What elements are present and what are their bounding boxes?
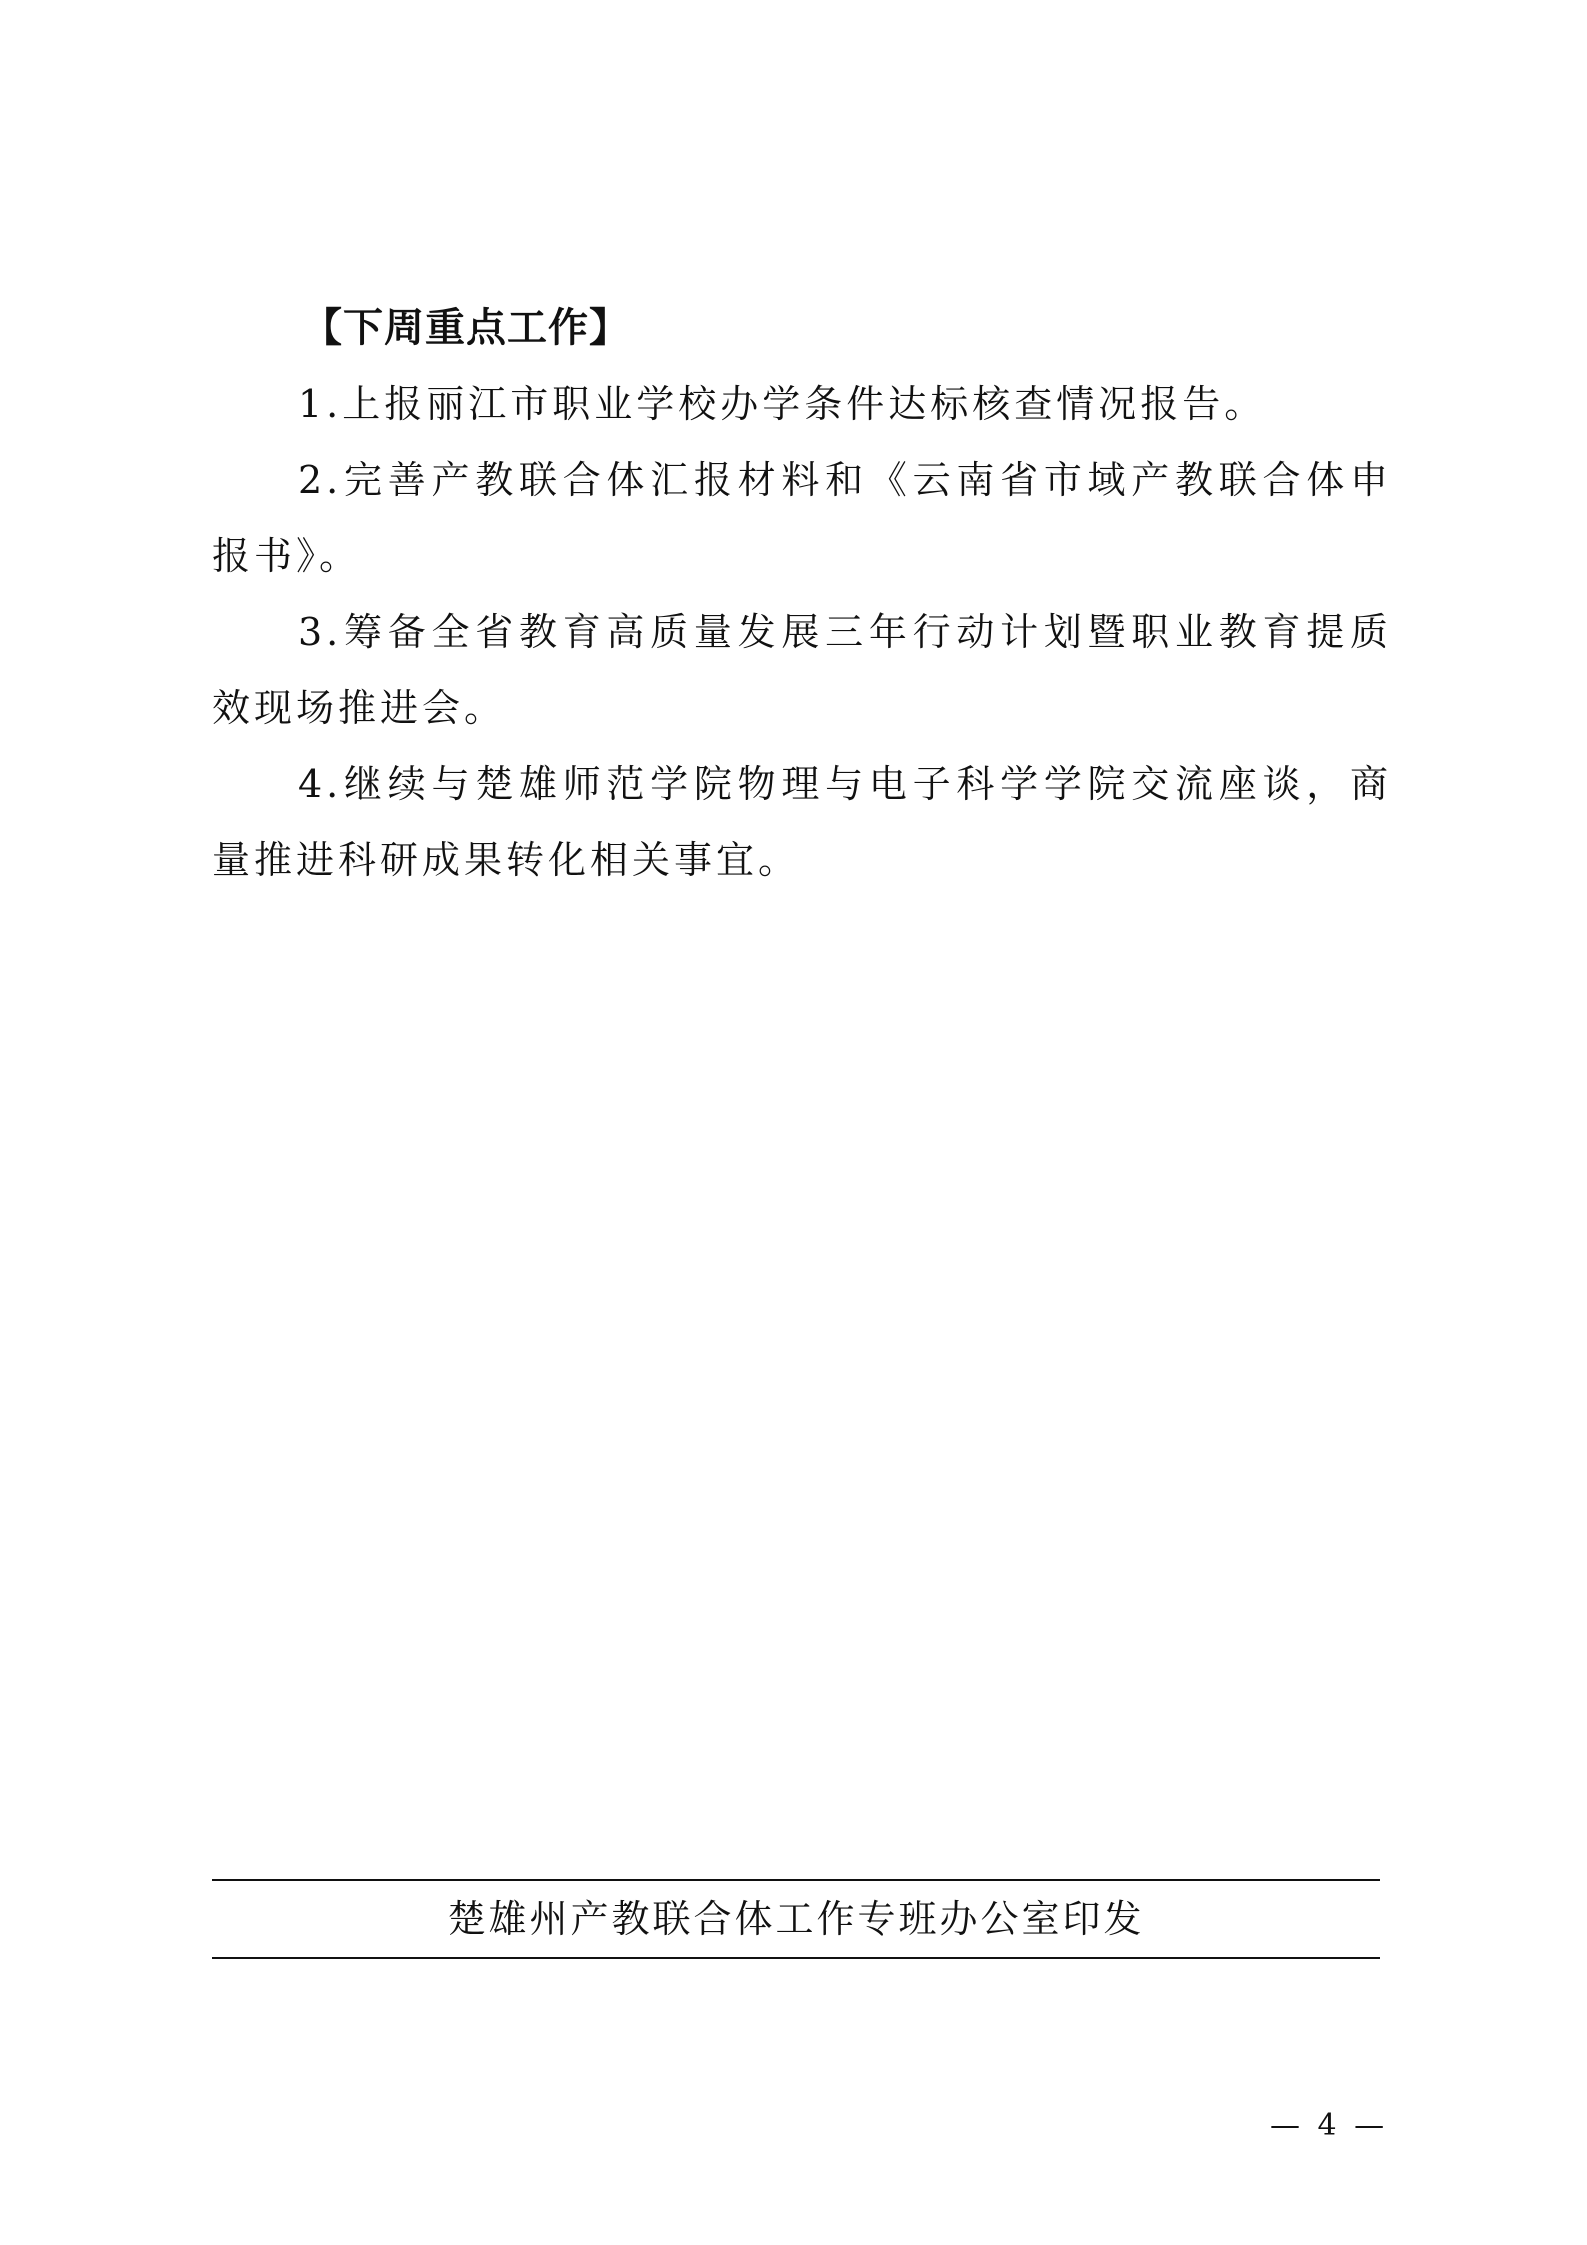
footer-bottom-rule — [212, 1957, 1380, 1959]
page-number: — 4 — — [1270, 2108, 1389, 2143]
list-item: 4.继续与楚雄师范学院物理与电子科学学院交流座谈，商量推进科研成果转化相关事宜。 — [212, 762, 1392, 882]
issuing-office: 楚雄州产教联合体工作专班办公室印发 — [447, 1897, 1145, 1941]
list-item: 3.筹备全省教育高质量发展三年行动计划暨职业教育提质效现场推进会。 — [212, 610, 1392, 730]
section-heading: 【下周重点工作】 — [302, 305, 630, 351]
document-footer — [212, 1879, 1380, 1959]
document-body — [212, 290, 1392, 898]
list-item: 1.上报丽江市职业学校办学条件达标核查情况报告。 — [298, 382, 1267, 426]
list-item: 2.完善产教联合体汇报材料和《云南省市域产教联合体申报书》。 — [212, 458, 1392, 578]
